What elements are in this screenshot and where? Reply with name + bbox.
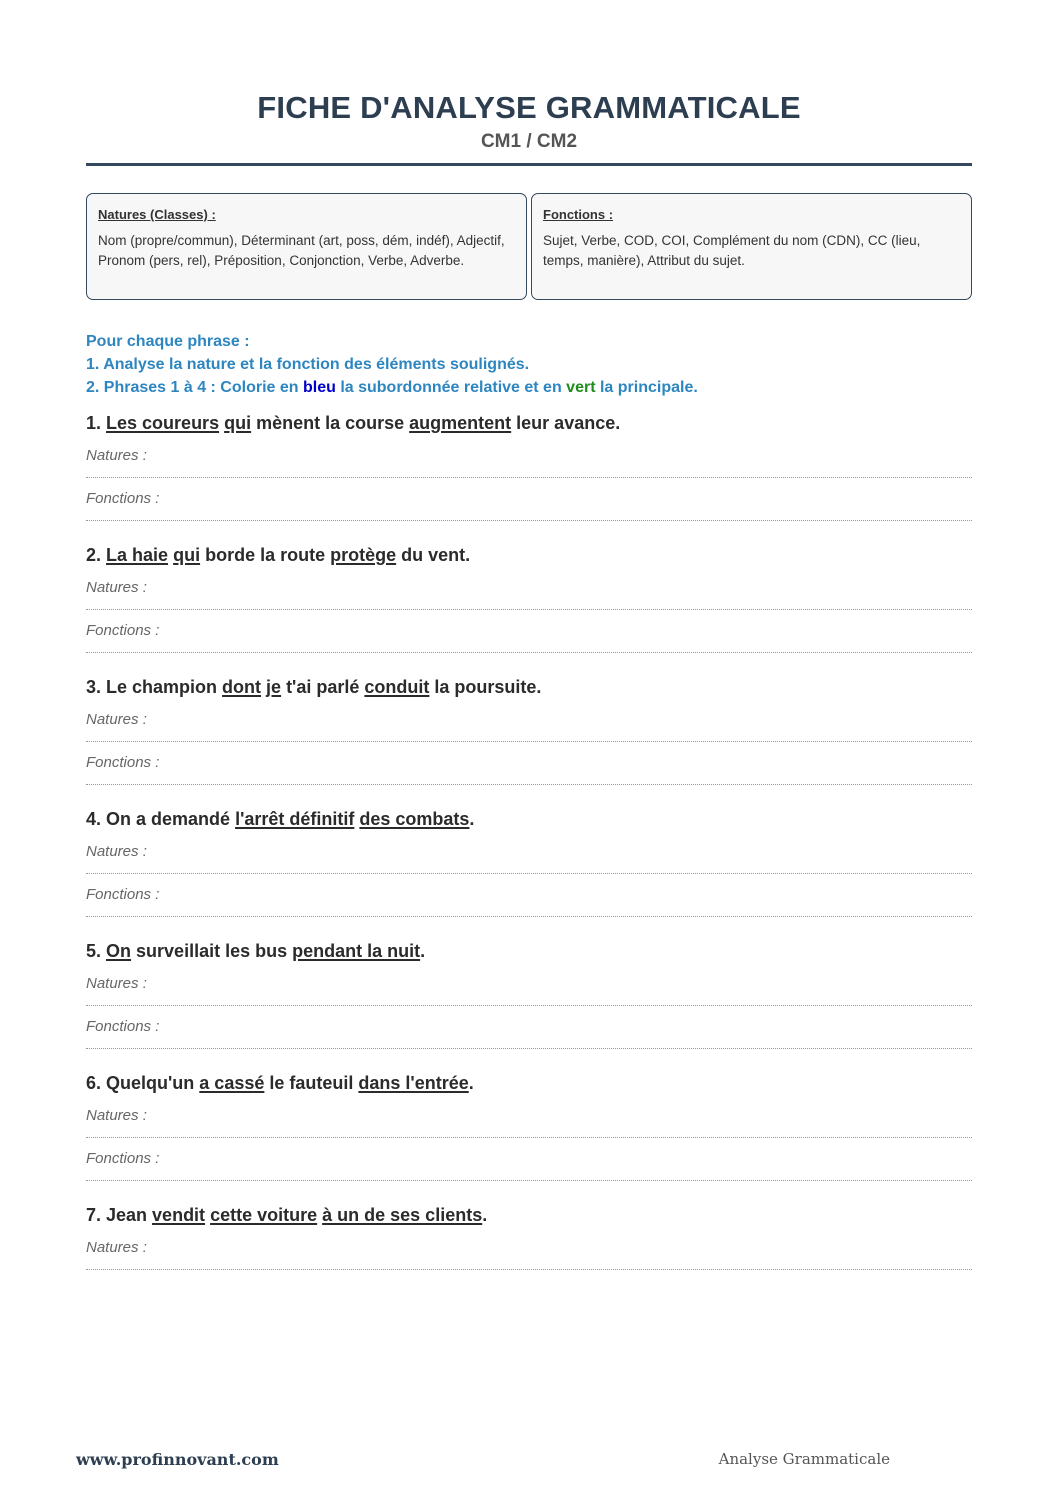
- fonctions-answer-line[interactable]: [86, 610, 972, 653]
- instruction-text: la principale.: [595, 379, 698, 396]
- instruction-line-3: [86, 376, 972, 399]
- exercise-number: 2.: [86, 545, 102, 565]
- natures-title: Natures (Classes) :: [98, 207, 216, 222]
- footer: [76, 1450, 890, 1469]
- natures-answer-line[interactable]: [86, 1227, 972, 1270]
- color-word-green: vert: [566, 379, 596, 396]
- underlined-element: dans l'entrée: [358, 1073, 469, 1093]
- sentence-text: .: [420, 941, 426, 961]
- underlined-element: On: [106, 941, 132, 961]
- exercise-number: 1.: [86, 413, 102, 433]
- underlined-element: La haie: [106, 545, 169, 565]
- natures-answer-line[interactable]: [86, 831, 972, 874]
- color-word-blue: bleu: [302, 379, 336, 396]
- sentence-text: le fauteuil: [264, 1073, 359, 1093]
- sentence-text: mènent la course: [251, 413, 410, 433]
- sentence-text: borde la route: [200, 545, 331, 565]
- footer-site: www.profinnovant.com: [76, 1450, 279, 1469]
- exercise-sentence: [86, 411, 972, 435]
- instruction-text: la subordonnée relative et en: [335, 379, 567, 396]
- underlined-element: a cassé: [199, 1073, 265, 1093]
- exercise-sentence: [86, 675, 972, 699]
- sentence-text: Le champion: [101, 677, 223, 697]
- fonctions-answer-line[interactable]: [86, 742, 972, 785]
- fonctions-answer-line[interactable]: [86, 1006, 972, 1049]
- sentence-text: surveillait les bus: [131, 941, 293, 961]
- sentence-text: leur avance.: [511, 413, 621, 433]
- exercise-1: [86, 411, 972, 521]
- exercise-3: [86, 675, 972, 785]
- exercise-6: [86, 1071, 972, 1181]
- fonctions-label: Fonctions :: [86, 1150, 160, 1167]
- page-subtitle: CM1 / CM2: [480, 131, 578, 152]
- sentence-text: On a demandé: [101, 809, 236, 829]
- underlined-element: je: [266, 677, 282, 697]
- underlined-element: qui: [173, 545, 201, 565]
- natures-label: Natures :: [86, 579, 147, 596]
- natures-box: [86, 193, 527, 300]
- natures-label: Natures :: [86, 843, 147, 860]
- sentence-text: la poursuite.: [429, 677, 542, 697]
- underlined-element: augmentent: [409, 413, 512, 433]
- exercise-sentence: [86, 1071, 972, 1095]
- natures-answer-line[interactable]: [86, 1095, 972, 1138]
- natures-answer-line[interactable]: [86, 435, 972, 478]
- natures-label: Natures :: [86, 447, 147, 464]
- fonctions-answer-line[interactable]: [86, 478, 972, 521]
- fonctions-answer-line[interactable]: [86, 1138, 972, 1181]
- sentence-text: .: [482, 1205, 488, 1225]
- natures-text: Nom (propre/commun), Déterminant (art, poss, dém, indéf), Adjectif, Pronom (pers, rel), Préposition, Conjonction, Verbe, Adverbe.: [98, 233, 505, 268]
- natures-answer-line[interactable]: [86, 567, 972, 610]
- legend-boxes: [86, 193, 972, 300]
- instruction-line-1: Pour chaque phrase :: [86, 333, 250, 350]
- underlined-element: qui: [224, 413, 252, 433]
- underlined-element: vendit: [152, 1205, 206, 1225]
- instruction-line-2: 1. Analyse la nature et la fonction des éléments soulignés.: [86, 356, 530, 373]
- exercise-7: [86, 1203, 972, 1270]
- sentence-text: du vent.: [396, 545, 471, 565]
- fonctions-box: [531, 193, 972, 300]
- fonctions-label: Fonctions :: [86, 1018, 160, 1035]
- fonctions-label: Fonctions :: [86, 754, 160, 771]
- exercise-list: [86, 411, 972, 1270]
- natures-answer-line[interactable]: [86, 963, 972, 1006]
- sentence-text: t'ai parlé: [281, 677, 365, 697]
- page-title: FICHE D'ANALYSE GRAMMATICALE: [257, 90, 801, 125]
- fonctions-title: Fonctions :: [543, 207, 614, 222]
- exercise-2: [86, 543, 972, 653]
- underlined-element: l'arrêt définitif: [235, 809, 355, 829]
- natures-label: Natures :: [86, 1239, 147, 1256]
- natures-label: Natures :: [86, 975, 147, 992]
- worksheet: [86, 0, 972, 1270]
- fonctions-label: Fonctions :: [86, 886, 160, 903]
- instruction-text: 2. Phrases 1 à 4 : Colorie en: [86, 379, 303, 396]
- fonctions-answer-line[interactable]: [86, 874, 972, 917]
- fonctions-label: Fonctions :: [86, 622, 160, 639]
- fonctions-text: Sujet, Verbe, COD, COI, Complément du nom (CDN), CC (lieu, temps, manière), Attribut du sujet.: [543, 233, 921, 268]
- exercise-sentence: [86, 543, 972, 567]
- exercise-sentence: [86, 1203, 972, 1227]
- exercise-sentence: [86, 807, 972, 831]
- exercise-number: 3.: [86, 677, 102, 697]
- underlined-element: Les coureurs: [106, 413, 220, 433]
- footer-label: Analyse Grammaticale: [718, 1450, 890, 1468]
- underlined-element: protège: [330, 545, 397, 565]
- exercise-number: 6.: [86, 1073, 102, 1093]
- instructions: [86, 330, 972, 399]
- underlined-element: conduit: [364, 677, 430, 697]
- natures-label: Natures :: [86, 1107, 147, 1124]
- fonctions-label: Fonctions :: [86, 490, 160, 507]
- sentence-text: Jean: [101, 1205, 153, 1225]
- natures-answer-line[interactable]: [86, 699, 972, 742]
- natures-label: Natures :: [86, 711, 147, 728]
- underlined-element: des combats: [359, 809, 470, 829]
- exercise-number: 5.: [86, 941, 102, 961]
- underlined-element: dont: [222, 677, 262, 697]
- exercise-5: [86, 939, 972, 1049]
- sentence-text: .: [468, 1073, 474, 1093]
- underlined-element: à un de ses clients: [322, 1205, 483, 1225]
- sentence-text: Quelqu'un: [101, 1073, 200, 1093]
- exercise-number: 7.: [86, 1205, 102, 1225]
- title-divider: [86, 163, 972, 166]
- sentence-text: .: [469, 809, 475, 829]
- underlined-element: cette voiture: [210, 1205, 318, 1225]
- exercise-number: 4.: [86, 809, 102, 829]
- exercise-sentence: [86, 939, 972, 963]
- exercise-4: [86, 807, 972, 917]
- underlined-element: pendant la nuit: [292, 941, 421, 961]
